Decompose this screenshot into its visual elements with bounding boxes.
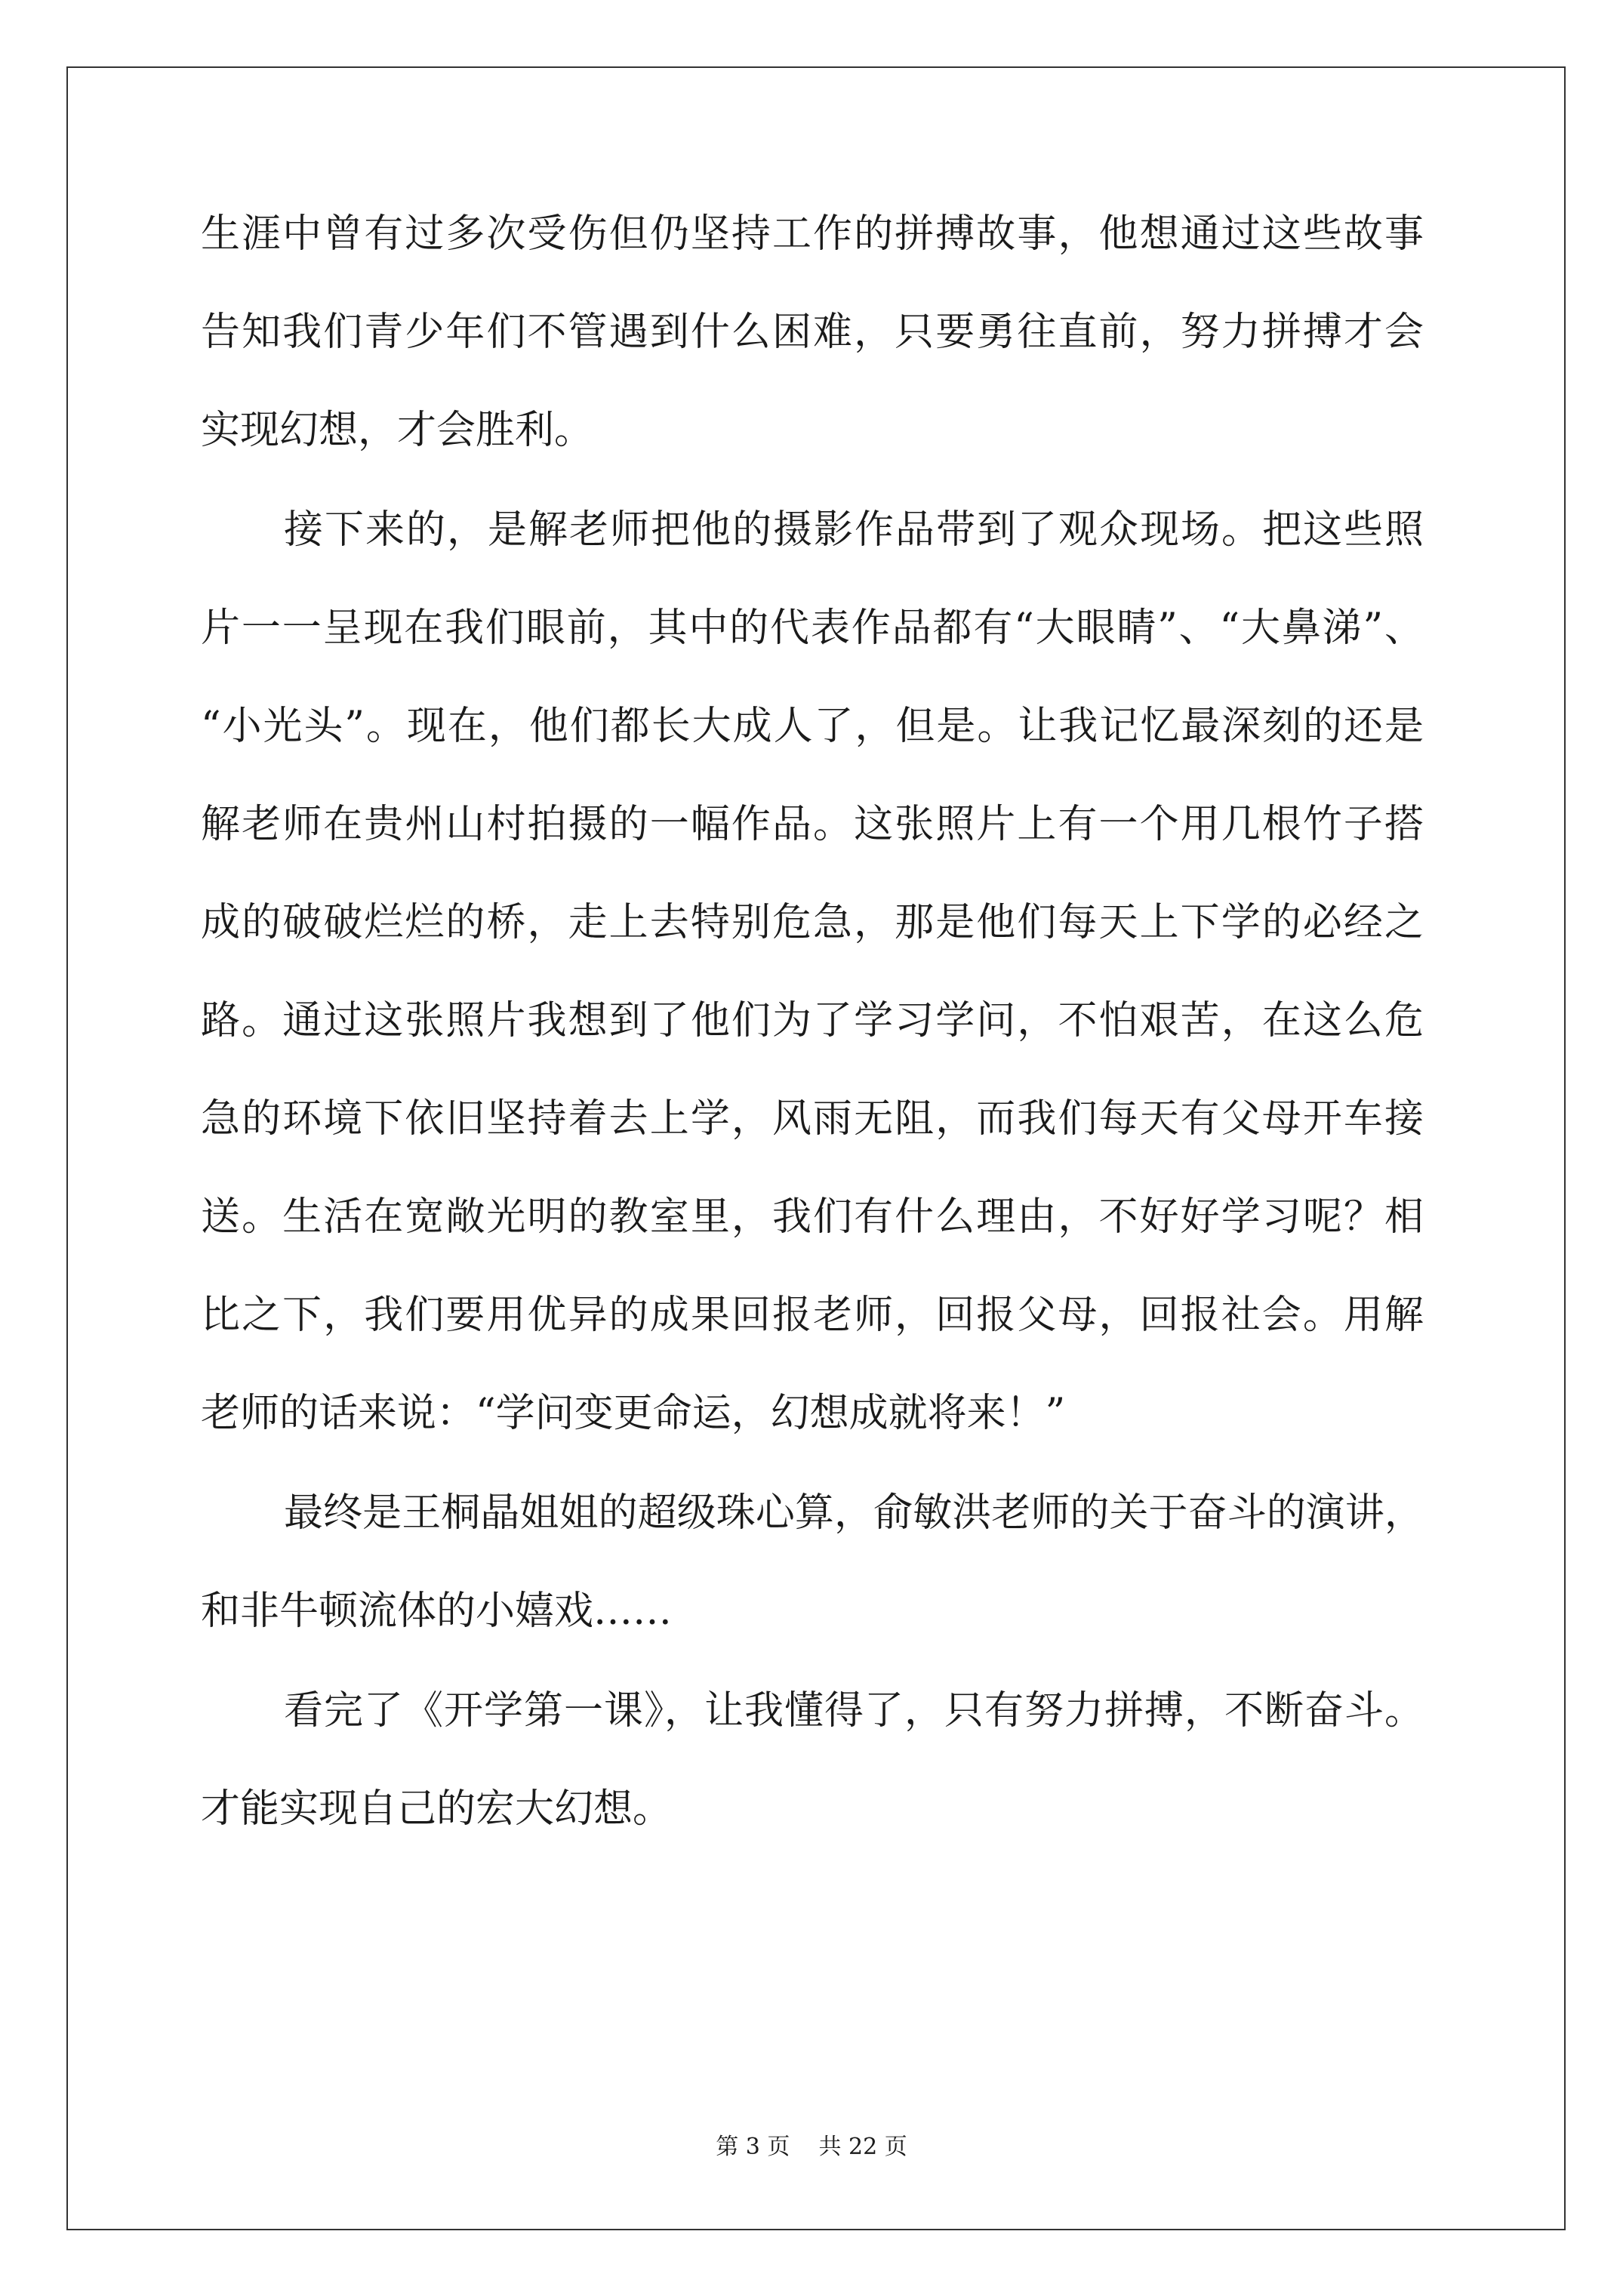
text-line: 实现幻想，才会胜利。 bbox=[201, 408, 594, 453]
text-line: “小光头”。现在，他们都长大成人了，但是。让我记忆最深刻的还是 bbox=[201, 704, 1424, 749]
text-line: 成的破破烂烂的桥，走上去特别危急，那是他们每天上下学的必经之 bbox=[201, 900, 1424, 945]
page-number-footer: 第 3 页 共 22 页 bbox=[716, 2134, 907, 2160]
text-line: 看完了《开学第一课》，让我懂得了，只有努力拼搏，不断奋斗。 bbox=[284, 1688, 1424, 1734]
text-line: 片一一呈现在我们眼前，其中的代表作品都有“大眼睛”、“大鼻涕”、 bbox=[201, 606, 1424, 651]
text-line: 生涯中曾有过多次受伤但仍坚持工作的拼搏故事，他想通过这些故事 bbox=[201, 211, 1424, 257]
text-line: 才能实现自己的宏大幻想。 bbox=[201, 1786, 673, 1832]
text-line: 和非牛顿流体的小嬉戏…… bbox=[201, 1589, 673, 1634]
text-line: 路。通过这张照片我想到了他们为了学习学问，不怕艰苦，在这么危 bbox=[201, 998, 1424, 1043]
text-line: 老师的话来说：“学问变更命运，幻想成就将来！” bbox=[201, 1391, 1066, 1436]
text-line: 解老师在贵州山村拍摄的一幅作品。这张照片上有一个用几根竹子搭 bbox=[201, 802, 1424, 847]
page-border bbox=[66, 66, 1566, 2230]
text-line: 急的环境下依旧坚持着去上学，风雨无阻，而我们每天有父母开车接 bbox=[201, 1096, 1424, 1142]
text-line: 送。生活在宽敞光明的教室里，我们有什么理由，不好好学习呢？相 bbox=[201, 1194, 1424, 1240]
text-line: 告知我们青少年们不管遇到什么困难，只要勇往直前，努力拼搏才会 bbox=[201, 310, 1424, 355]
text-line: 最终是王桐晶姐姐的超级珠心算，俞敏洪老师的关于奋斗的演讲， bbox=[284, 1490, 1424, 1536]
text-line: 接下来的，是解老师把他的摄影作品带到了观众现场。把这些照 bbox=[284, 507, 1424, 553]
text-line: 比之下，我们要用优异的成果回报老师，回报父母，回报社会。用解 bbox=[201, 1293, 1424, 1338]
